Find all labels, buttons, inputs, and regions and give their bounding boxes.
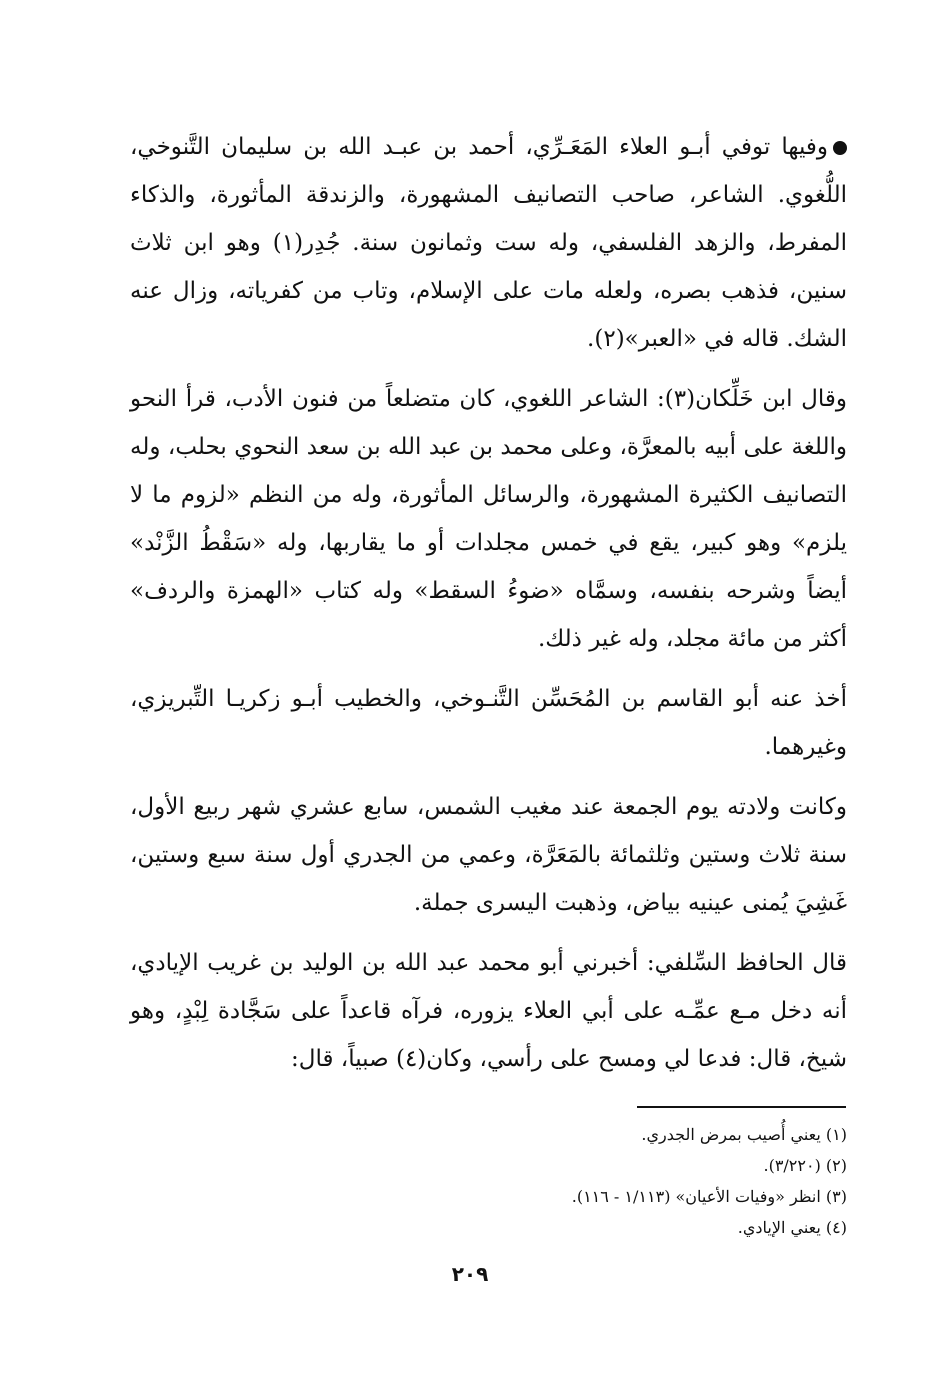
footnote-1: (١) يعني أُصيب بمرض الجدري.	[641, 1125, 847, 1144]
footnotes	[380, 1119, 847, 1243]
page-number: ٢٠٩	[451, 1262, 489, 1286]
paragraph-2: وقال ابن خَلِّكان(٣): الشاعر اللغوي، كان متضلعاً من فنون الأدب، قرأ النحو واللغة على أبيه بالمعرَّة، وعلى محمد بن عبد الله بن سعد النحوي بحلب، وله التصانيف الكثيرة المشهورة، والرسائل المأثورة، وله من النظم «لزوم ما لا يلزم» وهو كبير، يقع في خمس مجلدات أو ما يقاربها، وله «سَقْطُ الزَّنْد» أيضاً وشرحه بنفسه، وسمَّاه «ضوءُ السقط» وله كتاب «الهمزة والردف» أكثر من مائة مجلد، وله غير ذلك.	[130, 386, 847, 652]
footnote-4: (٤) يعني الإيادي.	[737, 1218, 847, 1237]
footnote-2: (٢) (٣/٢٢٠).	[763, 1156, 847, 1175]
paragraph-1	[130, 123, 847, 363]
paragraph-4: وكانت ولادته يوم الجمعة عند مغيب الشمس، سابع عشري شهر ربيع الأول، سنة ثلاث وستين وثلثمائة بالمَعَرَّة، وعمي من الجدري أول سنة سبع وستين، غَشِيَ يُمنى عينيه بياض، وذهبت اليسرى جملة.	[130, 794, 847, 916]
paragraph-3: أخذ عنه أبو القاسم بن المُحَسِّن التَّنـوخي، والخطيب أبـو زكريـا التِّبريزي، وغيرهما.	[130, 686, 847, 760]
bullet-icon	[833, 141, 847, 155]
paragraph-text: وفيها توفي أبـو العلاء المَعَـرِّي، أحمد بن عبـد الله بن سليمان التَّنوخي، اللُّغوي. الشاعر، صاحب التصانيف المشهورة، والزندقة المأثورة، والذكاء المفرط، والزهد الفلسفي، وله ست وثمانون سنة. جُدِر(١) وهو ابن ثلاث سنين، فذهب بصره، ولعله مات على الإسلام، وتاب من كفرياته، وزال عنه الشك. قاله في «العبر»(٢).	[130, 134, 847, 352]
main-text	[130, 123, 847, 1095]
footnote-divider	[637, 1106, 846, 1108]
footnote-3: (٣) انظر «وفيات الأعيان» (١/١١٣ - ١١٦).	[571, 1187, 847, 1206]
paragraph-5: قال الحافظ السِّلفي: أخبرني أبو محمد عبد الله بن الوليد بن غريب الإيادي، أنه دخل مـع عمِّـه على أبي العلاء يزوره، فرآه قاعداً على سَجَّادة لِبْدٍ، وهو شيخ، قال: فدعا لي ومسح على رأسي، وكان(٤) صبياً، قال:	[130, 950, 847, 1072]
